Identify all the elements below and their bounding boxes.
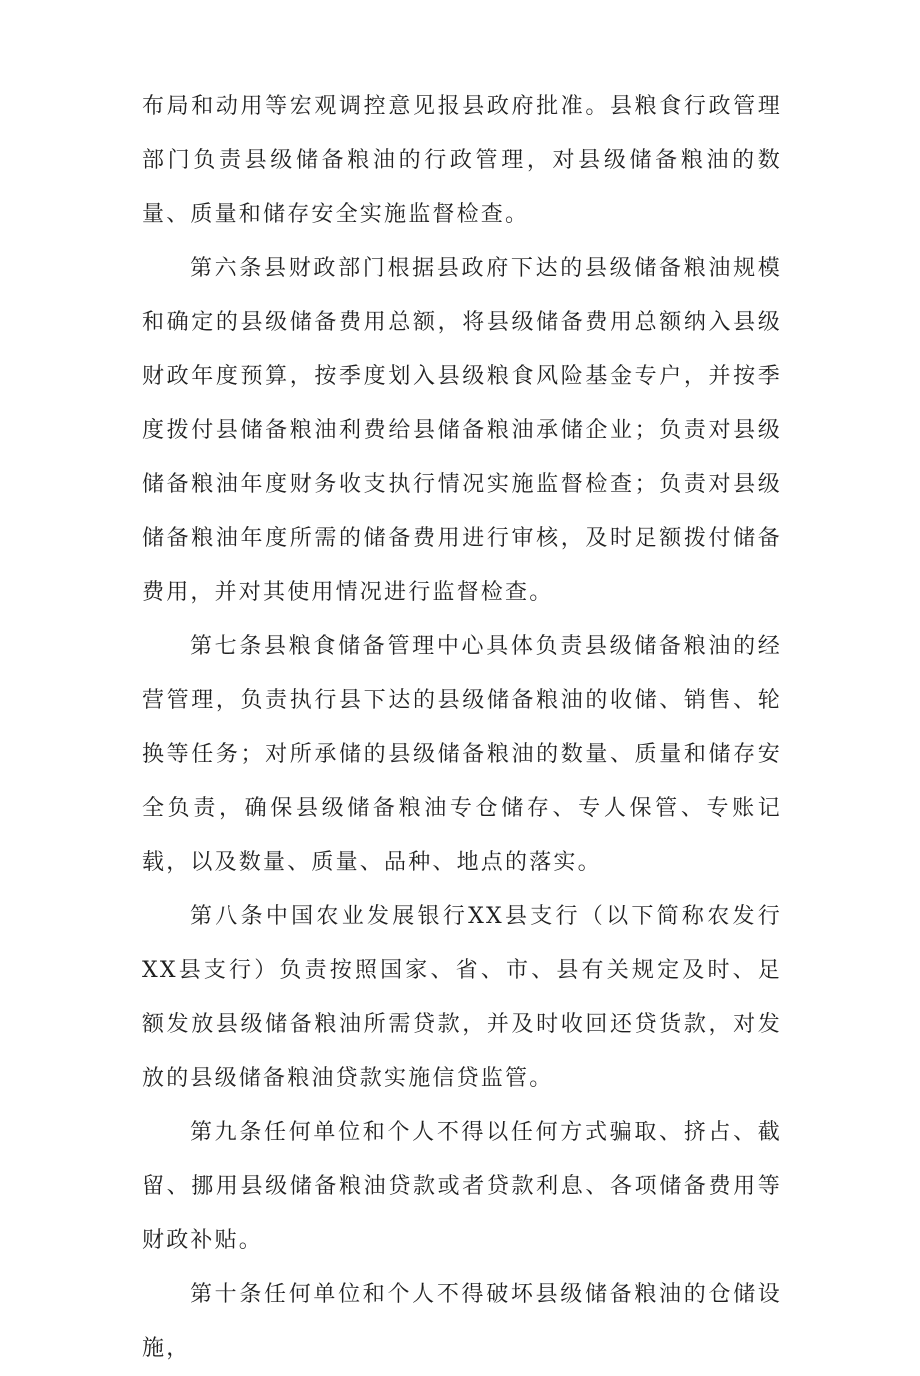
paragraph-article-9: 第九条任何单位和个人不得以任何方式骗取、挤占、截留、挪用县级储备粮油贷款或者贷款利息、各项储备费用等财政补贴。 <box>142 1120 782 1253</box>
paragraph-article-10: 第十条任何单位和个人不得破坏县级储备粮油的仓储设施， <box>142 1282 782 1361</box>
paragraph-article-6: 第六条县财政部门根据县政府下达的县级储备粮油规模和确定的县级储备费用总额，将县级储备费用总额纳入县级财政年度预算，按季度划入县级粮食风险基金专户，并按季度拨付县储备粮油利费给县储备粮油承储企业；负责对县级储备粮油年度财务收支执行情况实施监督检查；负责对县级储备粮油年度所需的储备费用进行审核，及时足额拨付储备费用，并对其使用情况进行监督检查。 <box>142 256 782 605</box>
paragraph-article-7: 第七条县粮食储备管理中心具体负责县级储备粮油的经营管理，负责执行县下达的县级储备粮油的收储、销售、轮换等任务；对所承储的县级储备粮油的数量、质量和储存安全负责，确保县级储备粮油专仓储存、专人保管、专账记载，以及数量、质量、品种、地点的落实。 <box>142 634 782 875</box>
document-body <box>142 80 782 1376</box>
paragraph-article-8: 第八条中国农业发展银行XX县支行（以下简称农发行XX县支行）负责按照国家、省、市、县有关规定及时、足额发放县级储备粮油所需贷款，并及时收回还贷货款，对发放的县级储备粮油贷款实施信贷监管。 <box>142 904 782 1091</box>
paragraph-continued: 布局和动用等宏观调控意见报县政府批准。县粮食行政管理部门负责县级储备粮油的行政管理，对县级储备粮油的数量、质量和储存安全实施监督检查。 <box>142 94 782 227</box>
